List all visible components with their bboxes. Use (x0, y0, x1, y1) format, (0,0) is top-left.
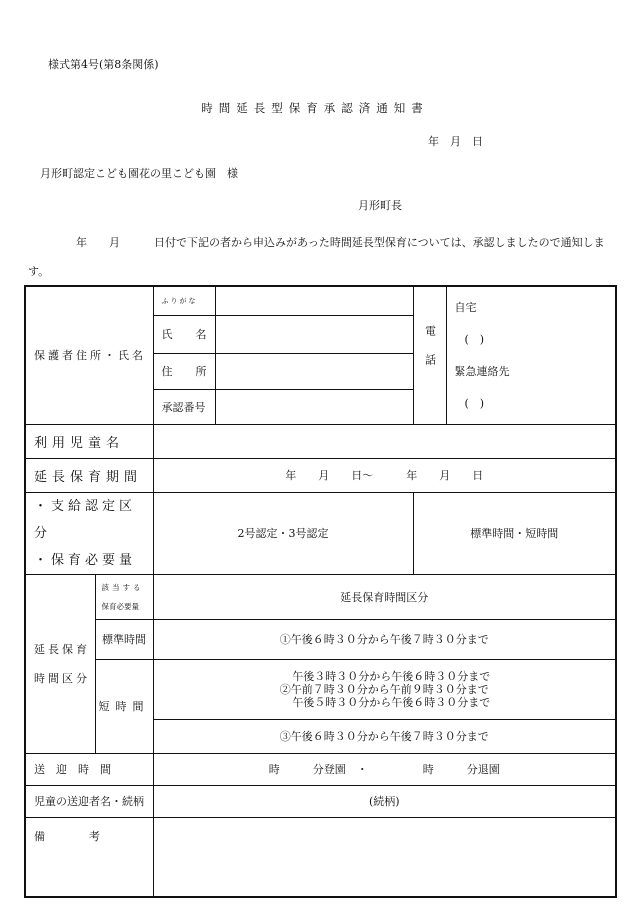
issuer-name: 月形町長 (358, 199, 402, 212)
applicable-label-1: 該当する (101, 582, 144, 592)
short-line-2: ②午前７時３０分から午前９時３０分まで (279, 682, 489, 696)
home-phone-paren[interactable]: ( ) (464, 333, 485, 346)
furigana-field[interactable] (215, 286, 413, 315)
short-time-label: 短時間 (95, 659, 153, 753)
category-label-2: ・保育必要量 (34, 552, 137, 568)
ext-time-label-2: 時間区分 (34, 671, 90, 685)
guardian-label: 保護者住所・氏名 (25, 286, 153, 424)
child-name-label: 利用児童名 (25, 424, 153, 458)
emergency-phone-paren[interactable]: ( ) (464, 397, 485, 410)
escort-field[interactable]: (続柄) (153, 785, 616, 817)
notice-body (28, 228, 620, 286)
name-label: 氏 名 (153, 315, 215, 353)
application-table (24, 285, 617, 898)
short-time-option-3[interactable]: ③午後６時３０分から午後７時３０分まで (153, 719, 616, 753)
address-field[interactable] (215, 353, 413, 389)
address-label: 住 所 (153, 353, 215, 389)
short-line-1: 午後３時３０分から午後６時３０分まで (292, 669, 491, 683)
body-date-blank: 年 月 (76, 236, 120, 249)
ext-time-label-1: 延長保育 (34, 642, 90, 656)
short-line-3: 午後５時３０分から午後６時３０分まで (292, 695, 491, 709)
category-label-1: ・支給認定区分 (34, 498, 137, 541)
form-number-label: 様式第4号(第8条関係) (48, 58, 159, 71)
pickup-time-field[interactable]: 時 分登園 ・ 時 分退園 (153, 753, 616, 785)
date-line: 年 月 日 (428, 135, 483, 148)
approval-number-label: 承認番号 (153, 389, 215, 424)
short-time-option-2[interactable] (153, 659, 616, 719)
standard-time-label: 標準時間 (95, 619, 153, 659)
body-text: 日付で下記の者から申込みがあった時間延長型保育については、承認しましたので通知します。 (28, 236, 605, 278)
furigana-label: ふりがな (153, 286, 215, 315)
pickup-time-label: 送 迎 時 間 (25, 753, 153, 785)
ext-time-label (25, 574, 95, 753)
approval-number-field[interactable] (215, 389, 413, 424)
phone-label: 電話 (423, 324, 437, 383)
applicable-amount-label (95, 574, 153, 619)
remarks-field[interactable] (153, 817, 616, 897)
certification-type-field[interactable]: 2号認定・3号認定 (153, 492, 413, 574)
document-title: 時間延長型保育承認済通知書 (201, 101, 429, 115)
recipient-name: 月形町認定こども園花の里こども園 様 (40, 167, 238, 180)
remarks-label: 備 考 (25, 817, 153, 897)
phone-cell (446, 286, 616, 424)
applicable-label-2: 保育必要量 (101, 601, 139, 611)
home-label: 自宅 (454, 301, 477, 314)
period-field[interactable]: 年 月 日～ 年 月 日 (153, 458, 616, 492)
standard-time-option[interactable]: ①午後６時３０分から午後７時３０分まで (153, 619, 616, 659)
child-name-field[interactable] (153, 424, 616, 458)
care-amount-field[interactable]: 標準時間・短時間 (413, 492, 616, 574)
escort-label: 児童の送迎者名・続柄 (25, 785, 153, 817)
phone-label-cell (413, 286, 446, 424)
emergency-label: 緊急連絡先 (454, 365, 510, 378)
category-label (25, 492, 153, 574)
ext-division-label: 延長保育時間区分 (153, 574, 616, 619)
name-field[interactable] (215, 315, 413, 353)
period-label: 延長保育期間 (25, 458, 153, 492)
